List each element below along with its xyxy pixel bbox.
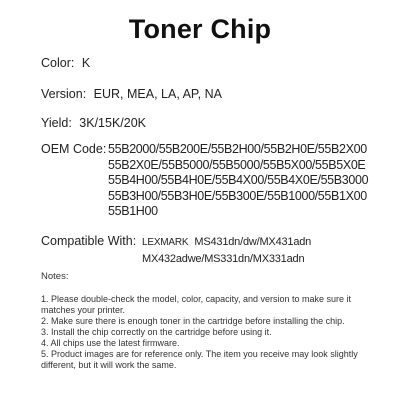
version-label: Version: <box>41 87 87 101</box>
oem-code-line: 55B2X0E/55B5000/55B5000/55B5X00/55B5X0E <box>108 157 366 172</box>
notes-heading: Notes: <box>41 271 69 282</box>
compatible-model-line: MX432adwe/MS331dn/MX331adn <box>142 253 305 265</box>
note-line: 5. Product images are for reference only. The item you receive may look slightly <box>41 349 358 359</box>
page-title: Toner Chip <box>128 14 272 44</box>
color-row <box>41 56 90 71</box>
compatible-label: Compatible With: <box>41 234 137 248</box>
yield-value: 3K/15K/20K <box>79 116 147 130</box>
compatible-model-line <box>142 234 311 251</box>
yield-row <box>41 116 146 131</box>
note-line: 4. All chips use the latest firmware. <box>41 338 180 348</box>
note-line: 2. Make sure there is enough toner in the cartridge before installing the chip. <box>41 316 345 326</box>
oem-code-line: 55B4H00/55B4H0E/55B4X00/55B4X0E/55B3000 <box>108 173 369 187</box>
version-value: EUR, MEA, LA, AP, NA <box>93 87 222 101</box>
color-label: Color: <box>41 56 75 70</box>
compatible-brand: LEXMARK <box>142 237 189 248</box>
note-line: 3. Install the chip correctly on the cartridge before using it. <box>41 327 272 337</box>
version-row <box>41 87 222 102</box>
yield-label: Yield: <box>41 116 72 130</box>
oem-code-list <box>108 142 400 220</box>
note-line: 1. Please double-check the model, color, capacity, and version to make sure it <box>41 294 351 304</box>
oem-code-line: 55B1H00 <box>108 204 158 218</box>
note-line: matches your printer. <box>41 305 126 315</box>
oem-code-line: 55B3H00/55B3H0E/55B300E/55B1000/55B1X00 <box>108 188 367 203</box>
oem-code-line: 55B2000/55B200E/55B2H00/55B2H0E/55B2X00 <box>108 142 367 156</box>
notes-list <box>41 294 381 371</box>
note-line: different, but it will work the same. <box>41 360 177 370</box>
color-value: K <box>81 56 91 70</box>
oem-code-label: OEM Code: <box>41 142 107 156</box>
compatible-models <box>142 234 311 267</box>
compatible-models-first: MS431dn/dw/MX431adn <box>194 236 312 248</box>
